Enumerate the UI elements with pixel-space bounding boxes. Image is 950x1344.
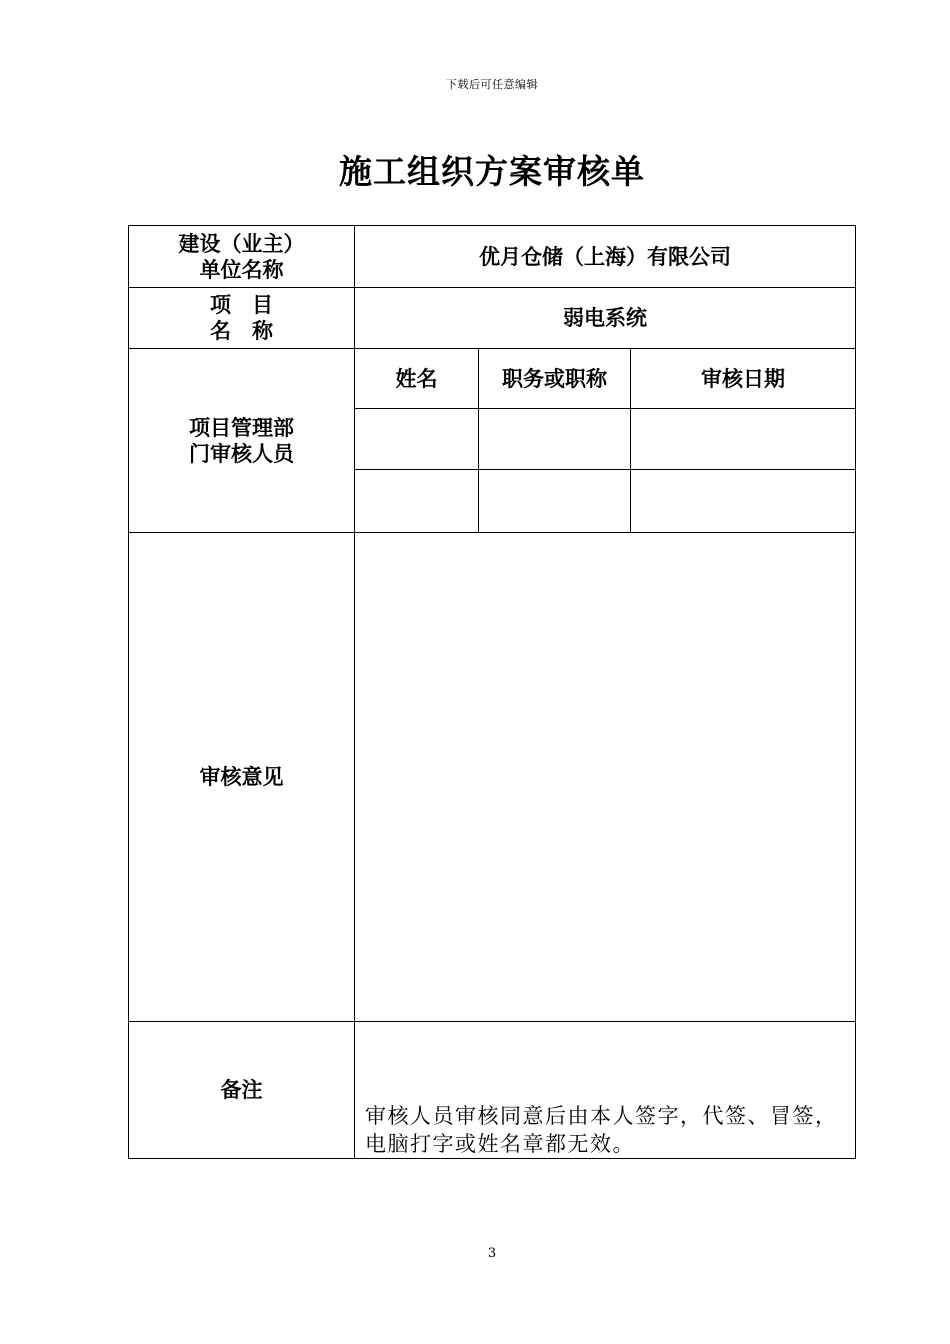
owner-label-line1: 建设（业主） xyxy=(178,231,305,256)
reviewer-1-title-cell[interactable] xyxy=(479,409,631,470)
owner-label-line2: 单位名称 xyxy=(199,257,284,282)
owner-value-cell[interactable]: 优月仓储（上海）有限公司 xyxy=(355,226,856,288)
column-header-name: 姓名 xyxy=(355,349,479,409)
header-note: 下载后可任意编辑 xyxy=(446,78,538,91)
remark-label-cell: 备注 xyxy=(129,1022,355,1159)
remark-row xyxy=(129,1022,856,1159)
reviewer-label-line1: 项目管理部 xyxy=(189,415,294,440)
opinion-label-cell: 审核意见 xyxy=(129,533,355,1022)
reviewer-2-date-cell[interactable] xyxy=(631,470,856,533)
project-label-cell xyxy=(129,288,355,349)
reviewer-2-title-cell[interactable] xyxy=(479,470,631,533)
review-form-table xyxy=(128,225,856,1159)
reviewer-header-row xyxy=(129,349,856,409)
opinion-row xyxy=(129,533,856,1022)
column-header-title: 职务或职称 xyxy=(479,349,631,409)
document-title: 施工组织方案审核单 xyxy=(339,152,645,191)
reviewer-2-name-cell[interactable] xyxy=(355,470,479,533)
owner-label-cell xyxy=(129,226,355,288)
reviewer-label-cell xyxy=(129,349,355,533)
project-label-line1: 项 目 xyxy=(210,293,273,317)
reviewer-1-date-cell[interactable] xyxy=(631,409,856,470)
opinion-value-cell[interactable] xyxy=(355,533,856,1022)
project-row xyxy=(129,288,856,349)
remark-text: 审核人员审核同意后由本人签字，代签、冒签，电脑打字或姓名章都无效。 xyxy=(365,1104,838,1156)
remark-value-cell xyxy=(355,1022,856,1159)
project-label-line2: 名 称 xyxy=(210,319,273,343)
owner-row xyxy=(129,226,856,288)
reviewer-label-line2: 门审核人员 xyxy=(189,441,294,466)
reviewer-1-name-cell[interactable] xyxy=(355,409,479,470)
page-number: 3 xyxy=(487,1246,497,1261)
column-header-date: 审核日期 xyxy=(631,349,856,409)
project-value-cell[interactable]: 弱电系统 xyxy=(355,288,856,349)
